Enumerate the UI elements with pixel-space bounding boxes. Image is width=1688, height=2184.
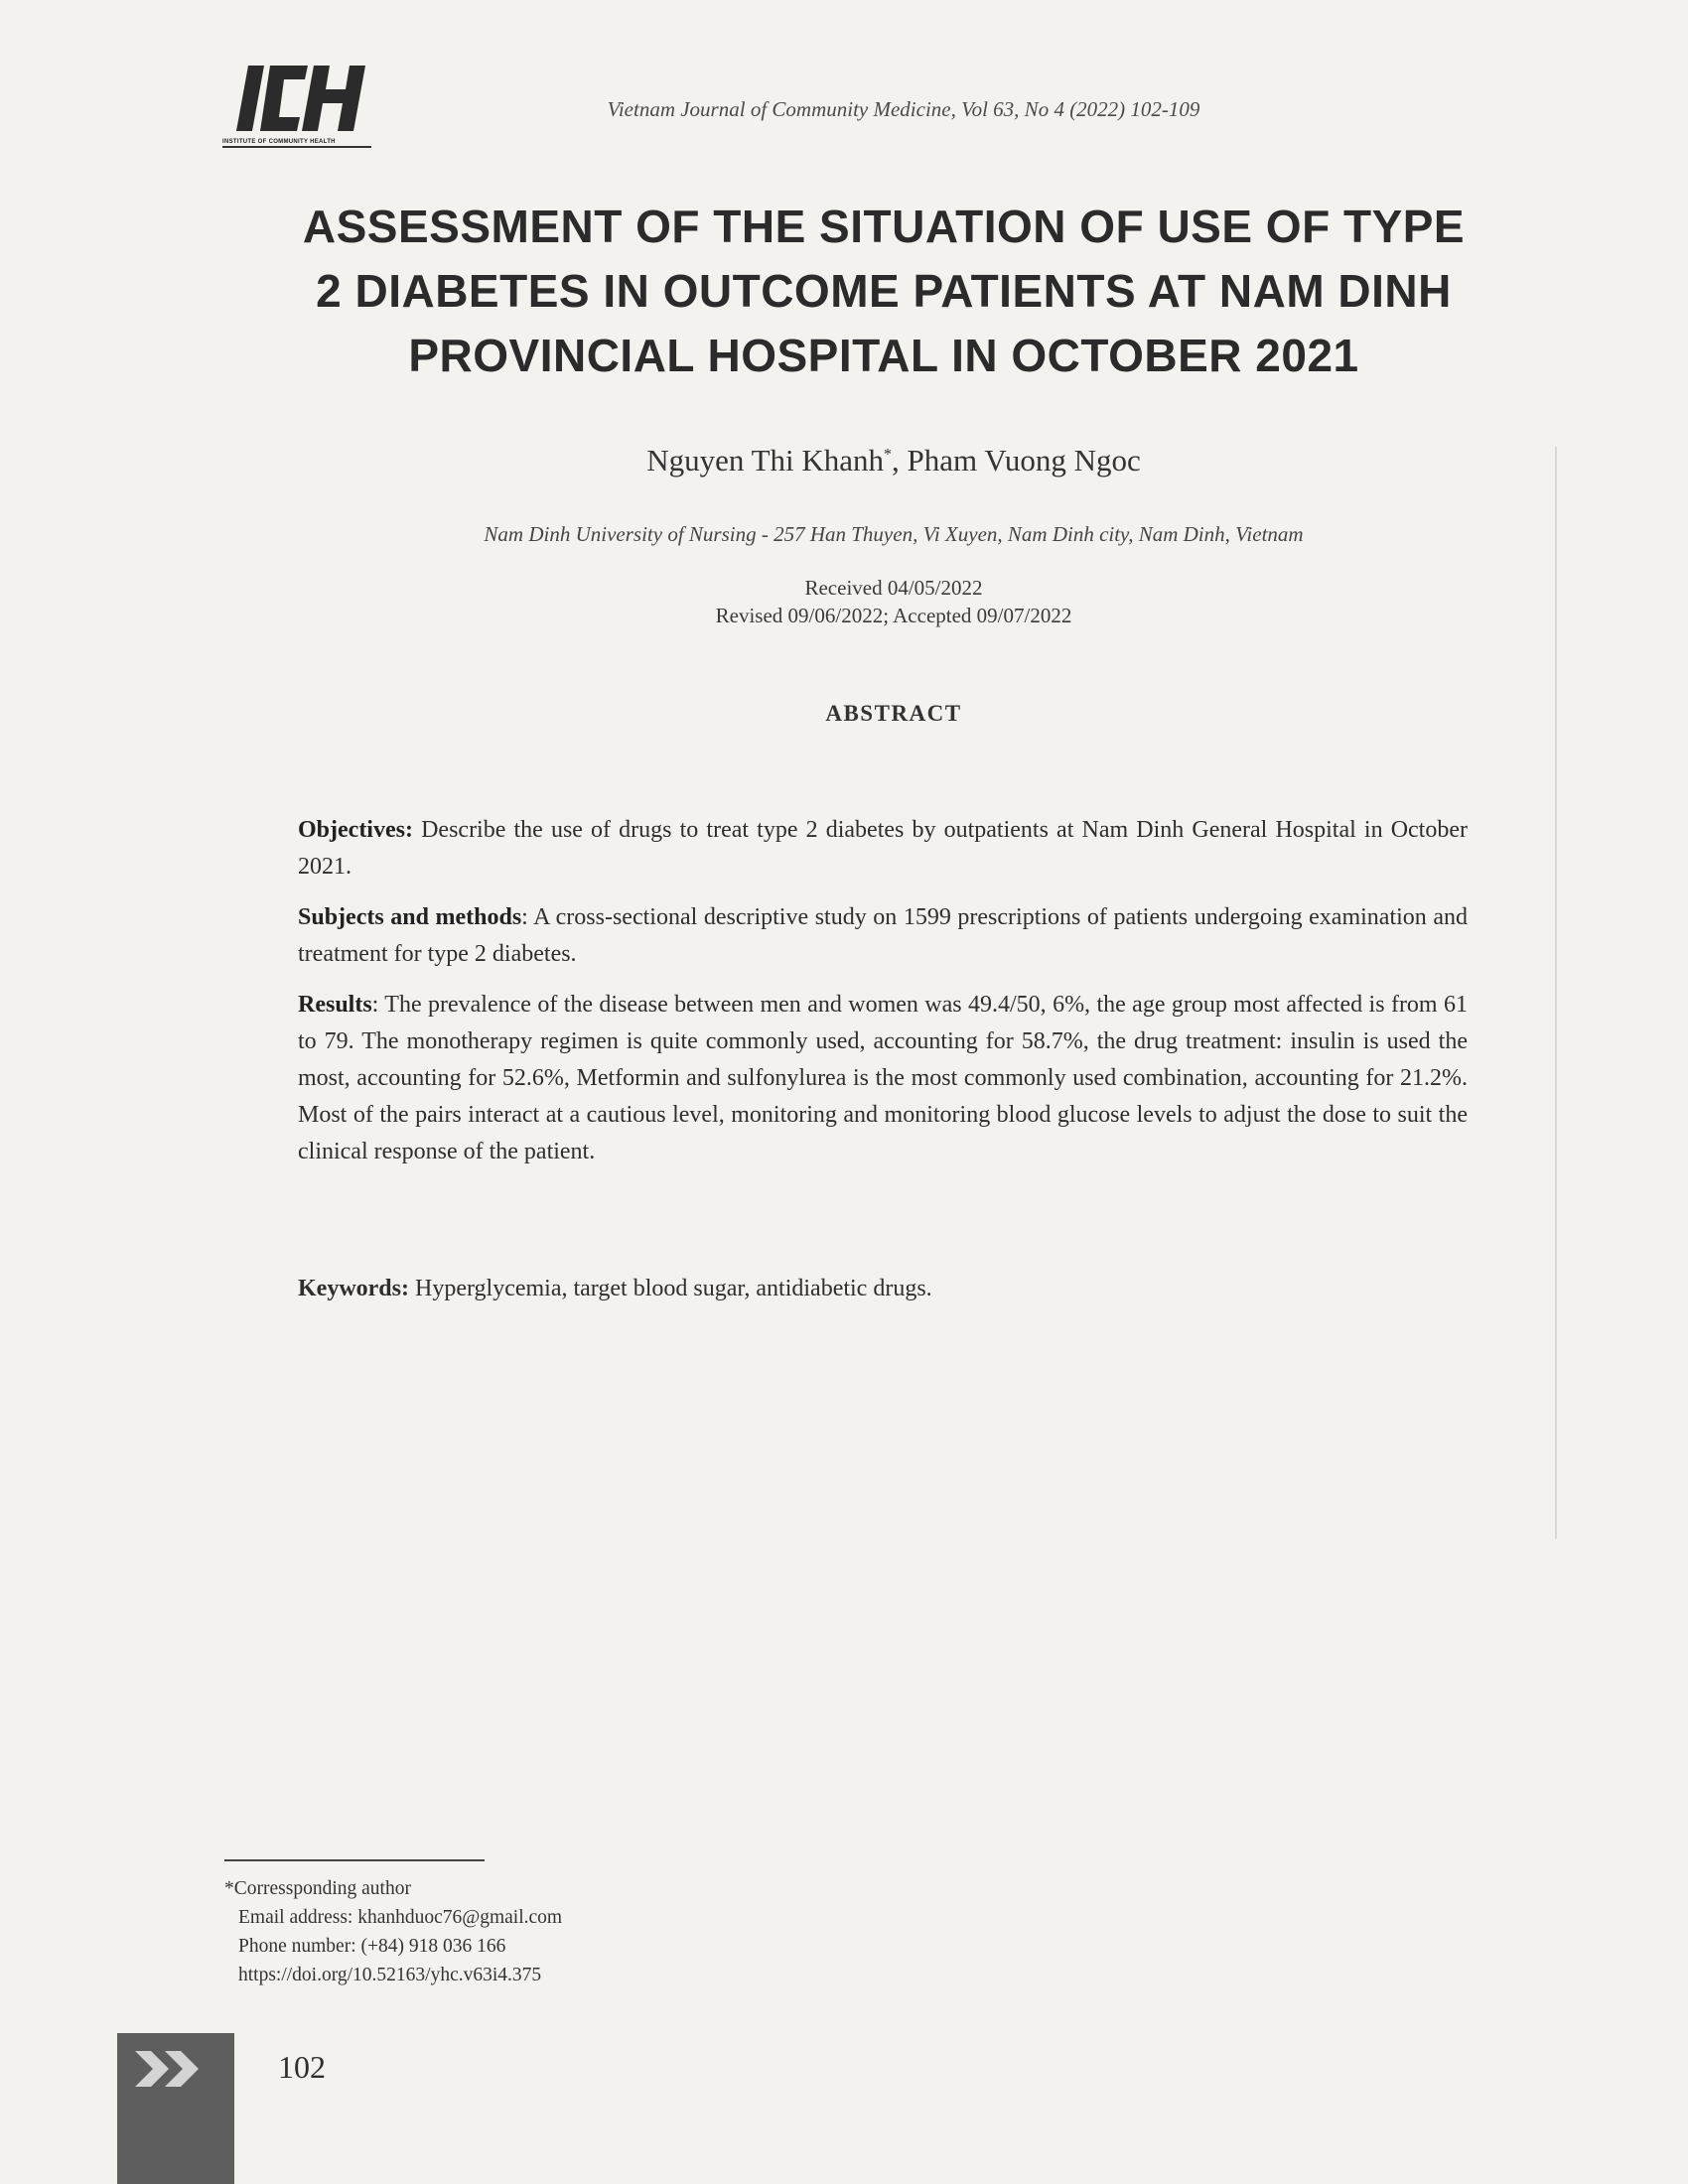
abstract-heading: ABSTRACT — [825, 701, 962, 726]
abstract-body — [298, 812, 1468, 1184]
article-title: ASSESSMENT OF THE SITUATION OF USE OF TYPE 2 DIABETES IN OUTCOME PATIENTS AT NAM DINH PROVINCIAL HOSPITAL IN OCTOBER 2021 — [302, 201, 1466, 381]
double-chevron-icon — [135, 2051, 214, 2087]
affiliation: Nam Dinh University of Nursing - 257 Han Thuyen, Vi Xuyen, Nam Dinh city, Nam Dinh, Vietnam — [484, 522, 1304, 546]
logo-subtext: INSTITUTE OF COMMUNITY HEALTH — [222, 139, 371, 148]
abstract-objectives — [298, 812, 1468, 886]
footnote-email: Email address: khanhduoc76@gmail.com — [238, 1907, 563, 1928]
keywords-label: Keywords: — [298, 1276, 409, 1301]
footnote-divider — [224, 1859, 485, 1861]
footnote-doi: https://doi.org/10.52163/yhc.v63i4.375 — [238, 1965, 542, 1985]
results-text: : The prevalence of the disease between men and women was 49.4/50, 6%, the age group most affected is from 61 to 79. The monotherapy regimen is quite commonly used, accounting for 58.7%, the drug treatment: insulin is used the most, accounting for 52.6%, Metformin and sulfonylurea is the most commonly used combination, accounting for 21.2%. Most of the pairs interact at a cautious level, monitoring and monitoring blood glucose levels to adjust the dose to suit the clinical response of the patient. — [298, 992, 1468, 1164]
abstract-methods — [298, 899, 1468, 973]
corresponding-author-label: *Corressponding author — [224, 1878, 411, 1899]
keywords-text: Hyperglycemia, target blood sugar, antidiabetic drugs. — [408, 1276, 932, 1301]
corresponding-mark: * — [884, 446, 893, 464]
methods-text: : A cross-sectional descriptive study on 1599 prescriptions of patients undergoing examination and treatment for type 2 diabetes. — [298, 904, 1468, 967]
journal-citation: Vietnam Journal of Community Medicine, Vol 63, No 4 (2022) 102-109 — [607, 97, 1200, 121]
results-label: Results — [298, 992, 372, 1018]
objectives-label: Objectives: — [298, 817, 413, 843]
page-corner-tab — [117, 2033, 234, 2184]
revised-accepted-date: Revised 09/06/2022; Accepted 09/07/2022 — [715, 604, 1072, 627]
author-name: Pham Vuong Ngoc — [907, 443, 1141, 478]
page-number: 102 — [278, 2049, 326, 2085]
article-dates — [0, 574, 1688, 629]
methods-label: Subjects and methods — [298, 904, 522, 930]
author-list — [0, 443, 1688, 478]
footnote — [224, 1874, 562, 1989]
footnote-phone: Phone number: (+84) 918 036 166 — [238, 1936, 506, 1957]
objectives-text: Describe the use of drugs to treat type 2 diabetes by outpatients at Nam Dinh General Hospital in October 2021. — [298, 817, 1468, 880]
author-name: Nguyen Thi Khanh — [646, 443, 885, 478]
received-date: Received 04/05/2022 — [804, 576, 983, 600]
author-separator: , — [892, 443, 908, 478]
abstract-keywords — [298, 1271, 1468, 1307]
abstract-results — [298, 987, 1468, 1170]
